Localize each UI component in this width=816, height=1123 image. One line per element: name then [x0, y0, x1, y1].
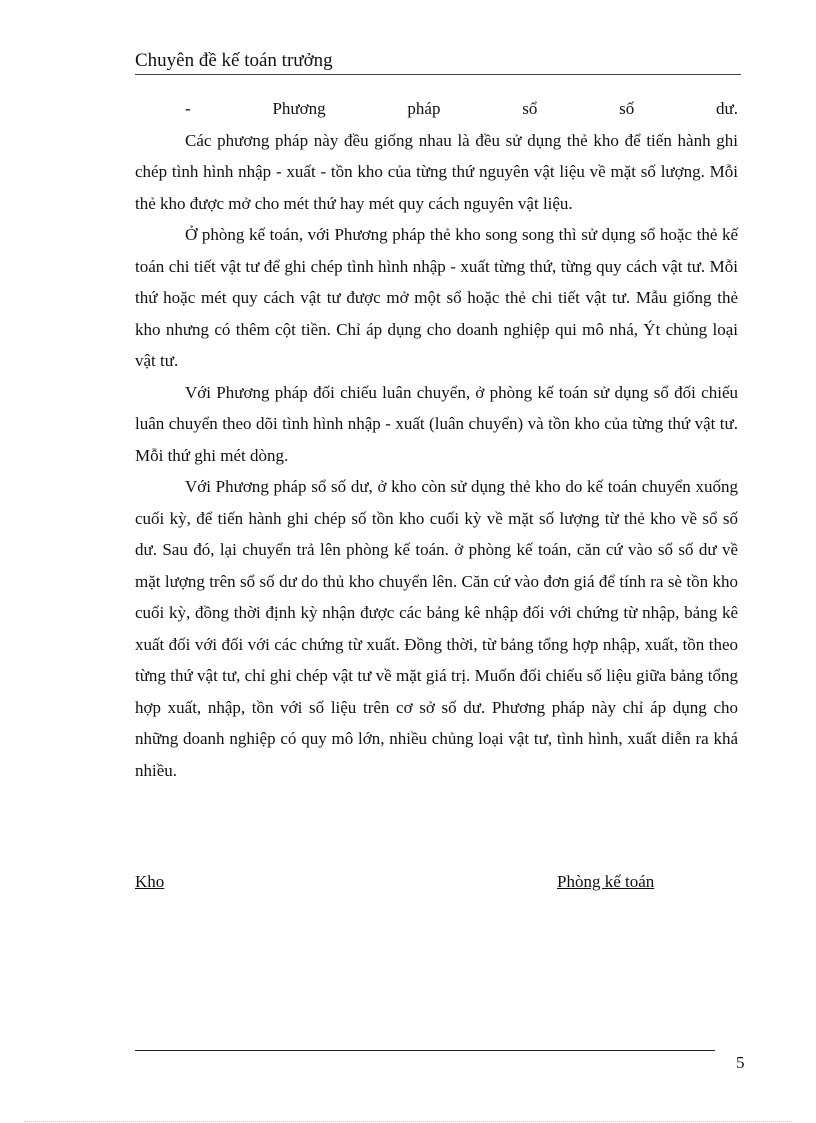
page-number: 5 [736, 1053, 745, 1072]
paragraph-balance-book: Với Phương pháp sổ số dư, ở kho còn sử dụng thẻ kho do kế toán chuyển xuống cuối kỳ, để tiến hành ghi chép số tồn kho cuối kỳ về mặt số lượng từ thẻ kho về sổ số dư. Sau đó, lại chuyển trả lên phòng kế toán. ở phòng kế toán, căn cứ vào sổ số dư về mặt lượng trên sổ số dư do thủ kho chuyển lên. Căn cứ vào đơn giá để tính ra sè tồn kho cuối kỳ, đồng thời định kỳ nhận được các bảng kê nhập đối với chứng từ nhập, bảng kê xuất đối với đối với các chứng từ xuất. Đồng thời, từ bảng tổng hợp nhập, xuất, tồn theo từng thứ vật tư, chỉ ghi chép vật tư về mặt giá trị. Muốn đối chiếu số liệu giữa bảng tổng hợp xuất, nhập, tồn với số liệu trên cơ sở số dư. Phương pháp này chỉ áp dụng cho những doanh nghiệp có quy mô lớn, nhiều chủng loại vật tư, tình hình, xuất diễn ra khá nhiều. [135, 477, 738, 780]
label-accounting-room: Phòng kế toán [557, 872, 655, 891]
paragraph-intro: Các phương pháp này đều giống nhau là đều sử dụng thẻ kho để tiến hành ghi chép tình hình nhập - xuất - tồn kho của từng thứ nguyên vật liệu về mặt số lượng. Mỗi thẻ kho được mở cho mét thứ hay mét quy cách nguyên vật liệu. [135, 130, 738, 213]
page-header [135, 50, 741, 75]
method-item: - Phương pháp sổ số dư. [185, 99, 738, 118]
footer-divider [135, 1050, 715, 1051]
document-body [135, 93, 738, 786]
page-bottom-border [24, 1121, 792, 1122]
paragraph-accounting-dept: Ở phòng kế toán, với Phương pháp thẻ kho song song thì sử dụng sổ hoặc thẻ kế toán chi tiết vật tư để ghi chép tình hình nhập - xuất từng thứ, từng quy cách vật tư. Mỗi thứ hoặc mét quy cách vật tư được mở một sổ hoặc thẻ chi tiết vật tư. Mẫu giống thẻ kho nhưng có thêm cột tiền. Chỉ áp dụng cho doanh nghiệp qui mô nhá, Ýt chủng loại vật tư. [135, 225, 738, 370]
label-warehouse: Kho [135, 872, 165, 891]
header-title: Chuyên đề kế toán trưởng [135, 50, 333, 71]
paragraph-reconciliation: Với Phương pháp đối chiếu luân chuyển, ở phòng kế toán sử dụng sổ đối chiếu luân chuyển theo dõi tình hình nhập - xuất (luân chuyển) và tồn kho của từng thứ vật tư. Mỗi thứ ghi mét dòng. [135, 382, 738, 465]
